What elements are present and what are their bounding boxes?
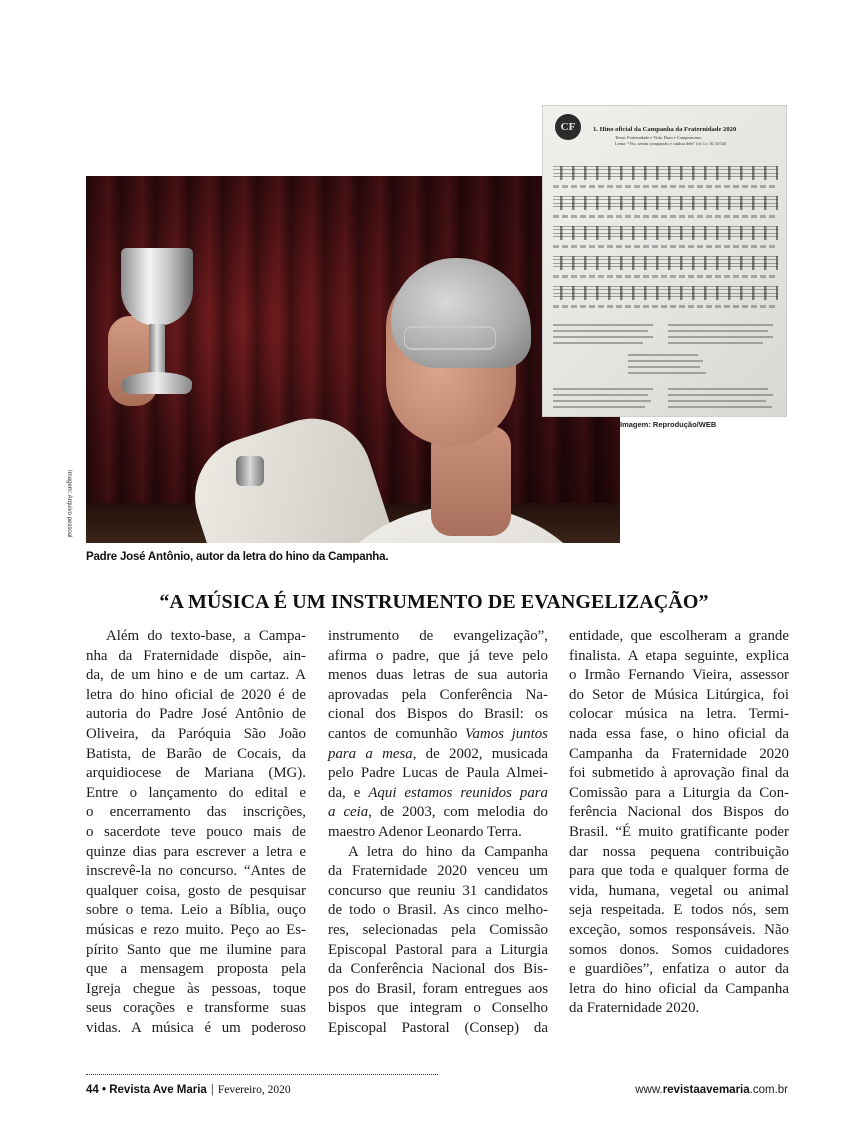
lyric-line <box>553 215 778 218</box>
text-line: Oliveira, da Paróquia São João <box>86 725 306 742</box>
text-line: Além do texto-base, a Campa- <box>106 628 306 644</box>
text-line: vida, humana, vegetal ou animal <box>569 882 789 899</box>
text-line: Entre o lançamento do edital e <box>86 784 306 801</box>
text-line: letra do hino oficial da Campanha <box>569 980 789 997</box>
text-line: da, de um hino e de um cartaz. A <box>86 667 306 684</box>
article-column-2 <box>328 627 548 1038</box>
text-line: A letra do hino da Campanha <box>348 843 548 860</box>
text-line: do Setor de Música Litúrgica, foi <box>569 686 789 703</box>
text-line: da Conferência Nacional dos Bis- <box>328 961 548 978</box>
chalice-stem <box>149 324 165 379</box>
chalice-icon <box>121 248 193 326</box>
page-number: 44 <box>86 1084 99 1096</box>
text-line: pelo Padre Lucas de Paula Almei- <box>328 765 548 782</box>
text-line-mixed <box>328 745 548 765</box>
text-line: cional dos Bispos do Brasil: os <box>328 706 548 723</box>
music-staff <box>553 256 778 270</box>
text-line: bispos que integram o Conselho <box>328 1000 548 1017</box>
verse-text <box>668 388 768 390</box>
wristwatch <box>236 456 264 486</box>
url-suffix: .com.br <box>749 1084 788 1096</box>
footer-divider <box>86 1074 438 1075</box>
music-staff <box>553 226 778 240</box>
text-line: Episcopal Pastoral (Consep) da <box>328 1019 548 1036</box>
text-line: Brasil. “É muito gratificante poder <box>569 823 789 840</box>
refrain-text <box>628 354 698 356</box>
text-fragment: , de 2003, com melodia do <box>368 804 549 821</box>
text-line: foi submetido à aprovação final da <box>569 765 789 782</box>
song-title-italic: a ceia <box>328 804 369 821</box>
verse-text <box>553 342 643 344</box>
refrain-text <box>628 366 700 368</box>
verse-text <box>668 336 773 338</box>
verse-text <box>668 342 763 344</box>
text-line: somos donos. Somos cuidadores <box>569 941 789 958</box>
verse-text <box>668 330 768 332</box>
text-line: menos duas letras de sua autoria <box>328 667 548 684</box>
text-line: colocar música na letra. Termi- <box>569 706 789 723</box>
lyric-line <box>553 275 778 278</box>
verse-text <box>668 400 766 402</box>
sheet-subtitle-line: Tema: Fraternidade e Vida: Dom e Compromisso <box>615 135 702 140</box>
photo-caption: Padre José Antônio, autor da letra do hino da Campanha. <box>86 551 389 563</box>
url-prefix: www. <box>635 1084 663 1096</box>
text-line: que a mensagem proposta pela <box>86 961 306 978</box>
text-line-mixed <box>328 784 548 804</box>
text-line: da Fraternidade 2020. <box>569 1000 700 1017</box>
text-line: pos do Brasil, foram entregues aos <box>328 980 548 997</box>
photo-credit: Imagem: Arquivo pessoal <box>66 470 72 538</box>
verse-text <box>553 388 653 390</box>
text-line: músicas e rezo muito. Peço ao Es- <box>86 921 306 938</box>
text-line: pírito Santo que me ilumine para <box>86 941 306 958</box>
website-link[interactable] <box>635 1084 788 1096</box>
text-line: arquidiocese de Mariana (MG). <box>86 765 306 782</box>
bullet-separator: • <box>102 1084 107 1096</box>
verse-text <box>553 336 653 338</box>
text-line: finalista. A etapa seguinte, explica <box>569 647 789 664</box>
text-line: entidade, que escolheram a grande <box>569 628 789 644</box>
refrain-text <box>628 360 703 362</box>
text-line: Campanha da Fraternidade 2020 <box>569 745 789 762</box>
song-title-italic: Aqui estamos reunidos para <box>368 784 549 801</box>
text-line: Igreja chegue às pessoas, toque <box>86 980 306 997</box>
campaign-logo-icon: CF <box>555 114 581 140</box>
priest-photo <box>86 176 620 543</box>
lyric-line <box>553 305 778 308</box>
text-line: afirma o padre, que já teve pelo <box>328 647 548 664</box>
text-line: inscrevê-la no concurso. “Antes de <box>86 863 306 880</box>
sheet-subtitle-line: Lema: “Viu, sentiu compaixão e cuidou dele” (cf. Lc 10,33-34) <box>615 140 727 146</box>
text-line: ferência Nacional dos Bispos do <box>569 804 789 821</box>
verse-text <box>553 394 648 396</box>
text-line: seus corações e transforme suas <box>86 1000 306 1017</box>
text-line: e guardiões”, enfatiza o autor da <box>569 961 789 978</box>
verse-text <box>668 394 773 396</box>
text-line: concurso que reuniu 31 candidatos <box>328 882 548 899</box>
verse-text <box>553 406 645 408</box>
text-line: Batista, de Barão de Cocais, da <box>86 745 306 762</box>
priest-glasses <box>404 326 496 350</box>
text-line-mixed <box>328 725 548 745</box>
sheet-subtitle <box>615 135 780 146</box>
text-line: instrumento de evangelização”, <box>328 628 548 644</box>
text-fragment: , de 2002, musicada <box>412 745 548 762</box>
chalice-base <box>122 372 192 394</box>
lyric-line <box>553 245 778 248</box>
sheet-title: 1. Hino oficial da Campanha da Fraternidade 2020 <box>593 126 737 133</box>
verse-text <box>553 324 653 326</box>
refrain-text <box>628 372 706 374</box>
text-line: o Irmão Fernando Vieira, assessor <box>569 667 789 684</box>
music-staff <box>553 286 778 300</box>
text-fragment: cantos de comunhão <box>328 725 458 742</box>
text-line: vidas. A música é um poderoso <box>86 1019 306 1036</box>
verse-text <box>668 406 772 408</box>
text-line: de todo o Brasil. As cinco melho- <box>328 902 548 919</box>
text-line: seja respeitada. E todos nós, sem <box>569 902 789 919</box>
verse-text <box>553 400 651 402</box>
magazine-name: Revista Ave Maria <box>109 1084 207 1096</box>
text-line: maestro Adenor Leonardo Terra. <box>328 823 522 840</box>
text-line: o sacerdote teve pouco mais de <box>86 823 306 840</box>
url-brand: revistaavemaria <box>662 1084 750 1096</box>
text-line: qualquer coisa, gosto de pesquisar <box>86 882 306 899</box>
text-line: o encerramento das inscrições, <box>86 804 306 821</box>
verse-text <box>553 330 648 332</box>
text-line: autoria do Padre José Antônio de <box>86 706 306 723</box>
text-line: Episcopal Pastoral para a Liturgia <box>328 941 548 958</box>
text-line: para que toda e qualquer forma de <box>569 863 789 880</box>
text-line: letra do hino oficial de 2020 é de <box>86 686 306 703</box>
pipe-separator: | <box>210 1084 214 1096</box>
text-fragment: da, e <box>328 784 361 801</box>
text-line: Comissão para a Liturgia da Con- <box>569 784 789 801</box>
text-line-mixed <box>328 803 548 823</box>
issue-date: Fevereiro, 2020 <box>217 1084 291 1096</box>
music-staff <box>553 166 778 180</box>
text-line: res, selecionadas pela Comissão <box>328 921 548 938</box>
article-column-3 <box>569 627 789 1019</box>
article-column-1 <box>86 627 306 1038</box>
verse-text <box>668 324 773 326</box>
text-line: da Fraternidade 2020 venceu um <box>328 863 548 880</box>
text-line: nada essa fase, o hino oficial da <box>569 725 789 742</box>
text-line: sobre o tema. Leio a Bíblia, ouço <box>86 902 306 919</box>
song-title-italic: Vamos juntos <box>465 725 548 742</box>
lyric-line <box>553 185 778 188</box>
text-line: quinze dias para escrever a letra e <box>86 843 306 860</box>
text-line: aprovadas pela Conferência Na- <box>328 686 548 703</box>
music-staff <box>553 196 778 210</box>
footer-issue-info <box>86 1084 291 1096</box>
text-line: nha da Fraternidade dispõe, ain- <box>86 647 306 664</box>
sheet-credit: Imagem: Reprodução/WEB <box>620 420 717 429</box>
song-title-italic: para a mesa <box>328 745 413 762</box>
sheet-music-image <box>543 106 786 416</box>
section-headline: “A MÚSICA É UM INSTRUMENTO DE EVANGELIZAÇÃO” <box>159 591 709 613</box>
text-line: exceção, somos responsáveis. Não <box>569 921 789 938</box>
text-line: dar nossa pequena contribuição <box>569 843 789 860</box>
